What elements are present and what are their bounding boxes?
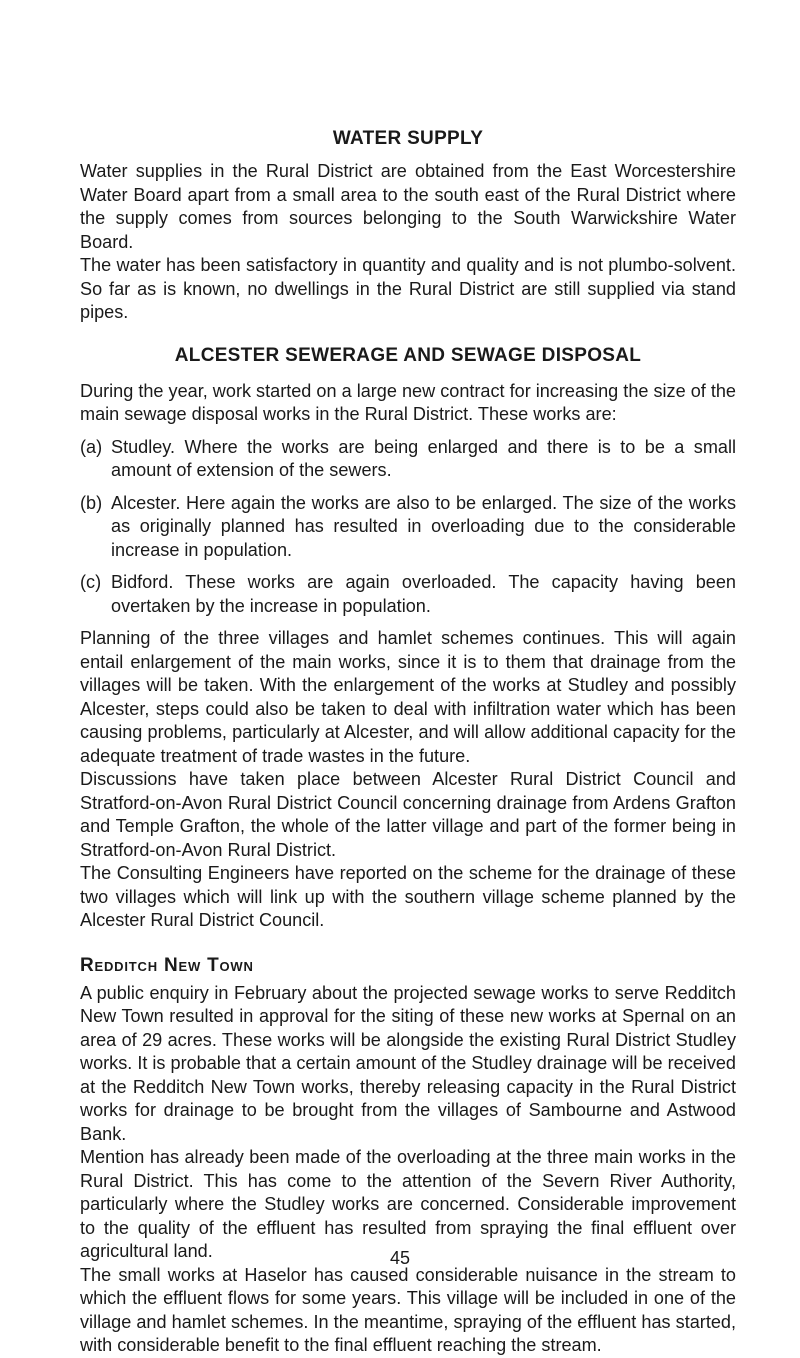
list-item-text: Studley. Where the works are being enlarged and there is to be a small amount of extension of the sewers. — [111, 436, 736, 480]
list-item-text: Alcester. Here again the works are also to be enlarged. The size of the works as originally planned has resulted in overloading due to the considerable increase in population. — [111, 492, 736, 560]
list-marker: (b) — [80, 492, 103, 513]
paragraph: Water supplies in the Rural District are obtained from the East Worcestershire Water Board apart from a small area to the south east of the Rural District where the supply comes from sources belonging to the South Warwickshire Water Board. — [80, 161, 736, 252]
paragraph: The water has been satisfactory in quantity and quality and is not plumbo-solvent. So far as is known, no dwellings in the Rural District are still supplied via stand pipes. — [80, 255, 736, 322]
paragraph: During the year, work started on a large new contract for increasing the size of the main sewage disposal works in the Rural District. These works are: — [80, 380, 736, 424]
water-supply-heading: WATER SUPPLY — [332, 128, 484, 149]
list-item — [80, 492, 736, 563]
paragraph: The Consulting Engineers have reported on the scheme for the drainage of these two villages which will link up with the southern village scheme planned by the Alcester Rural District Council. — [80, 863, 736, 930]
paragraph: Mention has already been made of the overloading at the three main works in the Rural District. This has come to the attention of the Severn River Authority, particularly where the Studley works are concerned. Considerable improvement to the quality of the effluent has resulted from spraying the final effluent over agricultural land. — [80, 1147, 736, 1261]
list-marker: (c) — [80, 572, 102, 592]
list-item-text: Bidford. These works are again overloaded. The capacity having been overtaken by the increase in population. — [111, 572, 736, 616]
page-number: 45 — [389, 1248, 411, 1268]
paragraph: Discussions have taken place between Alcester Rural District Council and Stratford-on-Avon Rural District Council concerning drainage from Ardens Grafton and Temple Grafton, the whole of the latter village and part of the former being in Stratford-on-Avon Rural District. — [80, 769, 736, 860]
page-content — [80, 128, 736, 1358]
alcester-sewerage-heading: ALCESTER SEWERAGE AND SEWAGE DISPOSAL — [174, 344, 642, 366]
redditch-heading: Redditch New Town — [80, 954, 254, 976]
alcester-sewerage-section — [80, 380, 736, 933]
list-marker: (a) — [80, 436, 103, 457]
water-supply-section — [80, 160, 736, 325]
paragraph: Planning of the three villages and hamlet schemes continues. This will again entail enlargement of the main works, since it is to them that drainage from the villages will be taken. With the enlargement of the works at Studley and possibly Alcester, steps could also be taken to deal with infiltration water which has been causing problems, particularly at Alcester, and will allow additional capacity for the adequate treatment of trade wastes in the future. — [80, 628, 736, 766]
list-item — [80, 571, 736, 618]
paragraph: The small works at Haselor has caused considerable nuisance in the stream to which the effluent flows for some years. This village will be included in one of the village and hamlet schemes. In the meantime, spraying of the effluent has started, with considerable benefit to the final effluent reaching the stream. — [80, 1264, 736, 1355]
list-item — [80, 436, 736, 483]
redditch-section — [80, 982, 736, 1358]
paragraph: A public enquiry in February about the projected sewage works to serve Redditch New Town resulted in approval for the siting of these new works at Spernal on an area of 29 acres. These works will be alongside the existing Rural District Studley works. It is probable that a certain amount of the Studley drainage will be received at the Redditch New Town works, thereby releasing capacity in the Rural District works for drainage to be brought from the villages of Sambourne and Astwood Bank. — [80, 982, 736, 1144]
